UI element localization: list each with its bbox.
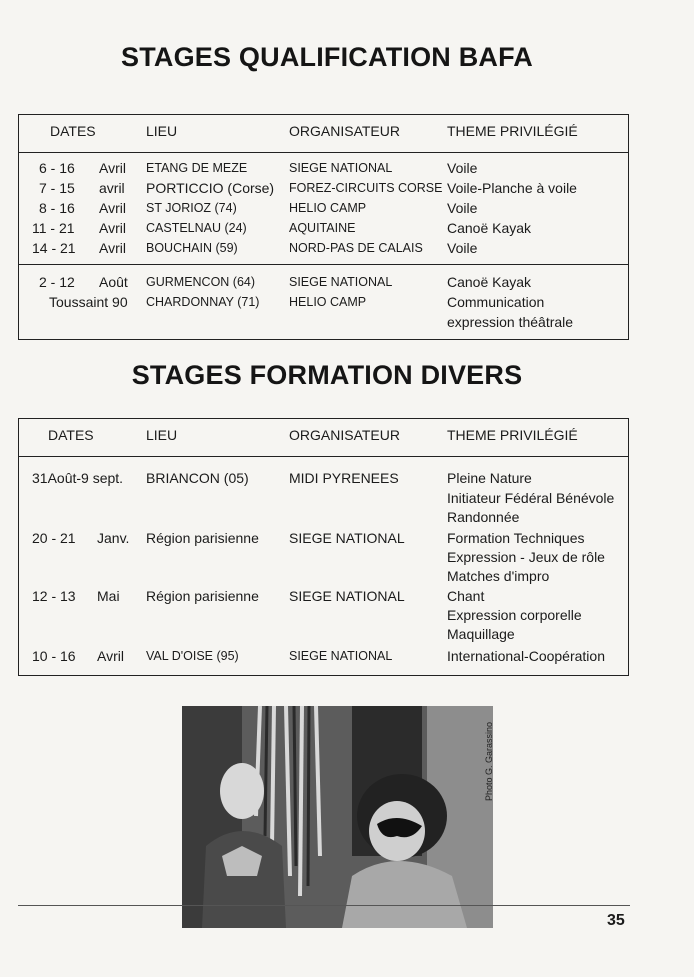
row-month: avril <box>99 180 125 196</box>
row-dates: 31Août-9 sept. <box>32 470 124 486</box>
row-month: Avril <box>99 200 126 216</box>
table-row <box>19 220 628 240</box>
table-row <box>19 274 628 294</box>
table-row <box>19 160 628 180</box>
row-theme-continued: Maquillage <box>447 626 515 642</box>
divers-table <box>18 418 629 676</box>
row-organisateur: SIEGE NATIONAL <box>289 530 405 546</box>
row-organisateur: NORD-PAS DE CALAIS <box>289 241 423 255</box>
section-title-bafa: STAGES QUALIFICATION BAFA <box>121 42 533 72</box>
row-theme: International-Coopération <box>447 648 605 664</box>
header-theme: THEME PRIVILÉGIÉ <box>447 427 578 443</box>
header-dates: DATES <box>50 123 96 139</box>
table-row <box>19 240 628 260</box>
row-theme: Pleine Nature <box>447 470 532 486</box>
row-lieu: VAL D'OISE (95) <box>146 649 239 663</box>
row-theme: Communication <box>447 294 545 310</box>
row-theme: Voile <box>447 160 478 176</box>
row-dates: 6 - 16 <box>39 160 75 176</box>
row-dates: 8 - 16 <box>39 200 75 216</box>
table-divider <box>19 264 628 265</box>
row-theme: Canoë Kayak <box>447 274 532 290</box>
row-theme: Chant <box>447 588 485 604</box>
row-dates: 14 - 21 <box>32 240 76 256</box>
photo-masked-children <box>182 706 493 928</box>
row-organisateur: SIEGE NATIONAL <box>289 649 393 663</box>
row-month: Mai <box>97 588 120 604</box>
row-theme: Voile-Planche à voile <box>447 180 577 196</box>
row-theme-continued: Expression - Jeux de rôle <box>447 549 605 565</box>
row-theme: Voile <box>447 240 478 256</box>
table-row <box>19 294 628 314</box>
header-lieu: LIEU <box>146 427 178 443</box>
row-month: Avril <box>99 160 126 176</box>
row-theme-continued: Expression corporelle <box>447 607 582 623</box>
row-theme-continued: Matches d'impro <box>447 568 550 584</box>
row-month: Avril <box>99 220 126 236</box>
row-organisateur: FOREZ-CIRCUITS CORSE <box>289 181 443 195</box>
row-theme-continued: Initiateur Fédéral Bénévole <box>447 490 615 506</box>
table-header <box>19 115 628 153</box>
row-month: Avril <box>97 648 124 664</box>
table-row <box>19 470 628 490</box>
row-lieu: ETANG DE MEZE <box>146 161 248 175</box>
row-theme: Canoë Kayak <box>447 220 532 236</box>
row-lieu: CHARDONNAY (71) <box>146 295 260 309</box>
photo-credit: Photo G. Garassino <box>484 722 494 802</box>
table-row <box>19 648 628 668</box>
row-month: Janv. <box>97 530 130 546</box>
header-organisateur: ORGANISATEUR <box>289 123 400 139</box>
footer-rule <box>18 905 630 906</box>
row-lieu: Région parisienne <box>146 588 259 604</box>
header-dates: DATES <box>48 427 94 443</box>
row-organisateur: AQUITAINE <box>289 221 356 235</box>
table-row <box>19 588 628 608</box>
row-organisateur: HELIO CAMP <box>289 295 367 309</box>
section-title-divers: STAGES FORMATION DIVERS <box>131 360 523 390</box>
table-row <box>19 530 628 550</box>
row-month: Avril <box>99 240 126 256</box>
row-organisateur: SIEGE NATIONAL <box>289 588 405 604</box>
row-theme-continued: Randonnée <box>447 509 520 525</box>
row-lieu: BRIANCON (05) <box>146 470 249 486</box>
page-number: 35 <box>607 912 625 929</box>
row-lieu: PORTICCIO (Corse) <box>146 180 275 196</box>
row-organisateur: MIDI PYRENEES <box>289 470 399 486</box>
row-theme: Voile <box>447 200 478 216</box>
photo-illustration <box>182 706 493 928</box>
table-header <box>19 419 628 457</box>
row-lieu: BOUCHAIN (59) <box>146 241 238 255</box>
row-dates: 11 - 21 <box>32 220 75 236</box>
row-organisateur: HELIO CAMP <box>289 201 367 215</box>
row-lieu: ST JORIOZ (74) <box>146 201 237 215</box>
row-dates: 7 - 15 <box>39 180 75 196</box>
row-dates: Toussaint 90 <box>49 294 128 310</box>
row-month: Août <box>99 274 128 290</box>
row-theme-continued: expression théâtrale <box>447 314 574 330</box>
row-lieu: CASTELNAU (24) <box>146 221 247 235</box>
header-organisateur: ORGANISATEUR <box>289 427 400 443</box>
row-lieu: Région parisienne <box>146 530 259 546</box>
row-dates: 2 - 12 <box>39 274 75 290</box>
bafa-table <box>18 114 629 340</box>
header-lieu: LIEU <box>146 123 178 139</box>
header-theme: THEME PRIVILÉGIÉ <box>447 123 578 139</box>
row-dates: 20 - 21 <box>32 530 76 546</box>
row-organisateur: SIEGE NATIONAL <box>289 161 393 175</box>
row-organisateur: SIEGE NATIONAL <box>289 275 393 289</box>
table-row <box>19 180 628 200</box>
row-dates: 12 - 13 <box>32 588 76 604</box>
row-dates: 10 - 16 <box>32 648 76 664</box>
row-lieu: GURMENCON (64) <box>146 275 256 289</box>
row-theme: Formation Techniques <box>447 530 585 546</box>
table-row <box>19 200 628 220</box>
